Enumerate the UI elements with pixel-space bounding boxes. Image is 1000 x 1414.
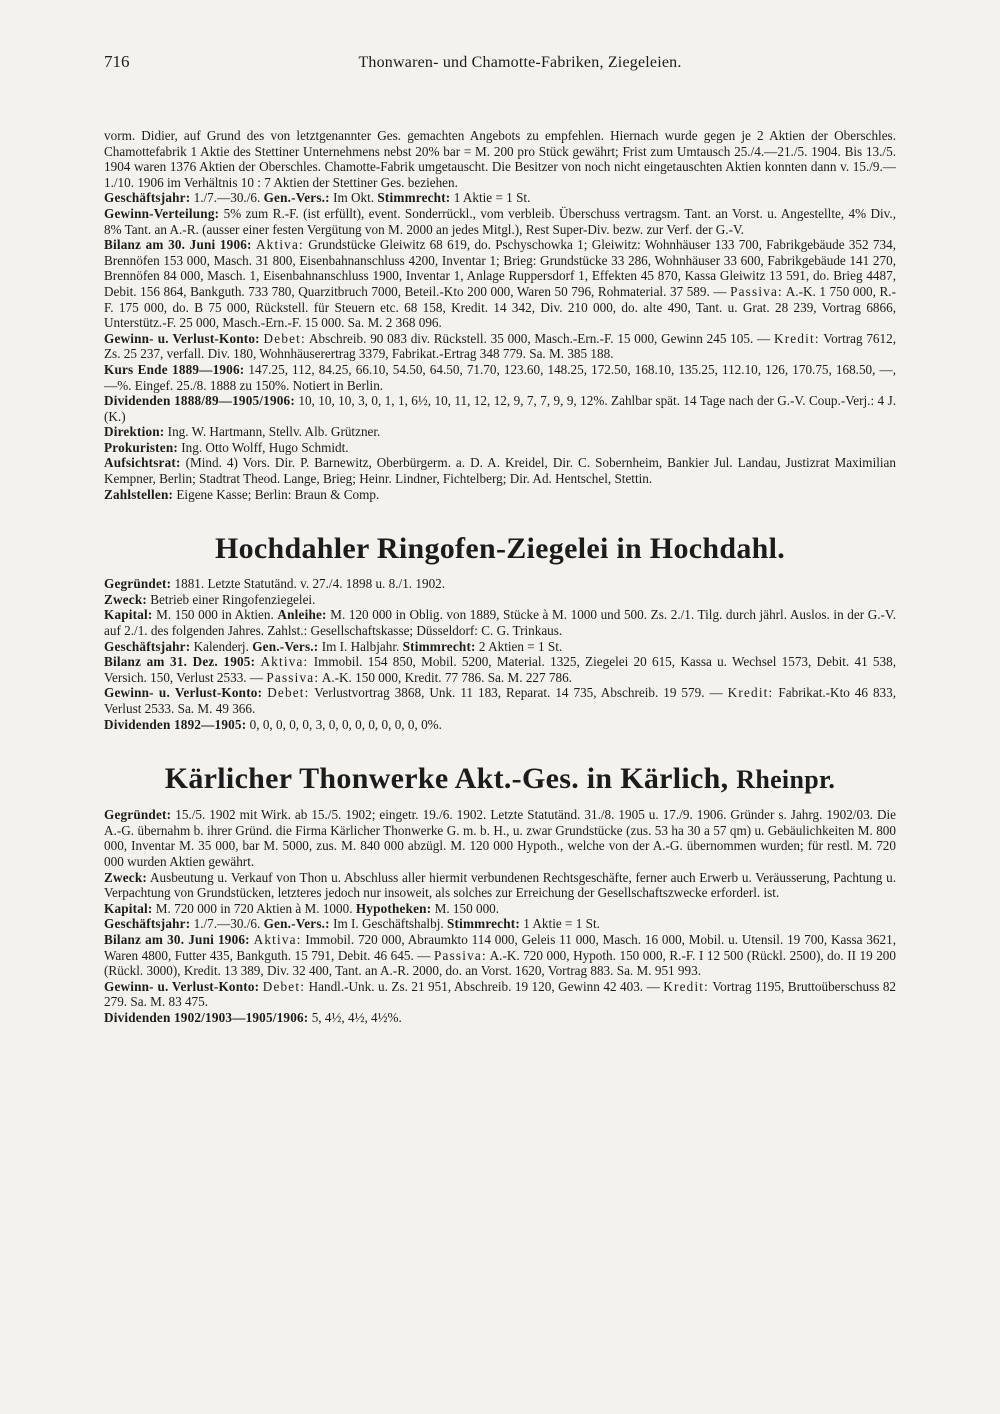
meta-line: Geschäftsjahr: 1./7.—30./6. Gen.-Vers.: Im I. Geschäftshalbj. Stimmrecht: 1 Aktie = 1 St.	[104, 916, 600, 932]
gewinn-verlust-konto: Gewinn- u. Verlust-Konto: Debet: Abschreib. 90 083 div. Rückstell. 35 000, Masch.-Ern.-F. 15 000, Gewinn 245 105. — Kredit: Vortrag 7612, Zs. 25 237, verfall. Div. 180, Wohnhäuserertrag 3379, Fabrikat.-Ertrag 348 779. Sa. M. 385 188.	[104, 330, 897, 362]
page-header	[104, 44, 896, 84]
kapital-anleihe: Kapital: M. 150 000 in Aktien. Anleihe: M. 120 000 in Oblig. von 1889, Stücke à M. 1000 und 500. Zs. 2./1. Tilg. durch jährl. Auslos. in der G.-V. auf 2./1. des folgenden Jahres. Zahlst.: Gesellschaftskasse; Düsseldorf: C. G. Trinkaus.	[104, 607, 897, 639]
entry-hochdahl	[104, 576, 896, 732]
bilanz: Bilanz am 31. Dez. 1905: Aktiva: Immobil. 154 850, Mobil. 5200, Material. 1325, Ziegelei 20 615, Kassa u. Wechsel 1573, Debit. 41 538, Versich. 150, Verlust 2533. — Passiva: A.-K. 150 000, Kredit. 77 786. Sa. M. 227 786.	[104, 654, 897, 685]
kapital-hypotheken: Kapital: M. 720 000 in 720 Aktien à M. 1000. Hypotheken: M. 150 000.	[104, 900, 500, 916]
gewinn-verlust-konto: Gewinn- u. Verlust-Konto: Debet: Verlustvortrag 3868, Unk. 11 183, Reparat. 14 735, Abschreib. 19 579. — Kredit: Fabrikat.-Kto 46 833, Verlust 2533. Sa. M. 49 366.	[104, 685, 897, 716]
gewinn-verteilung: Gewinn-Verteilung: 5% zum R.-F. (ist erfüllt), event. Sonderrückl., vom verbleib. Überschuss vertragsm. Tant. an Vorst. u. Angestellte, 4% Div., 8% Tant. an A.-R. (ausser einer festen Vergütung von M. 2000 an jedes Mitgl.), Rest Super-Div. bezw. zur Verf. der G.-V.	[104, 205, 897, 237]
meta-line: Geschäftsjahr: 1./7.—30./6. Gen.-Vers.: Im Okt. Stimmrecht: 1 Aktie = 1 St.	[104, 190, 531, 206]
entry-kaerlich	[104, 807, 896, 1025]
dividenden: Dividenden 1902/1903—1905/1906: 5, 4½, 4½, 4½%.	[104, 1009, 402, 1025]
bilanz: Bilanz am 30. Juni 1906: Aktiva: Grundstücke Gleiwitz 68 619, do. Pschyschowka 1; Gleiwitz: Wohnhäuser 133 700, Fabrikgebäude 352 734, Brennöfen 153 000, Masch. 31 800, Eisenbahnanschluss 4200, Inventar 1; Brieg: Grundstücke 33 286, Wohnhäuser 33 600, Fabrikgebäude 141 270, Brennöfen 84 000, Masch. 1, Eisenbahnanschluss 1900, Inventar 1, Anlage Ruppersdorf 1, Effekten 45 870, Kassa Gleiwitz 13 591, do. Brieg 4487, Debit. 156 864, Bankguth. 733 780, Quarzitbruch 7000, Beteil.-Kto 200 000, Waren 50 796, Rohmaterial. 37 589. — Passiva: A.-K. 1 750 000, R.-F. 175 000, do. B 75 000, Rückstell. für Steuern etc. 68 158, Kredit. 14 342, Div. 210 000, do. alte 490, Tant. u. Grat. 28 239, Vortrag 6866, Unterstütz.-F. 25 000, Masch.-Ern.-F. 15 000. Sa. M. 2 368 096.	[104, 237, 896, 331]
direktion: Direktion: Ing. W. Hartmann, Stellv. Alb. Grützner.	[104, 424, 381, 440]
meta-line: Geschäftsjahr: Kalenderj. Gen.-Vers.: Im I. Halbjahr. Stimmrecht: 2 Aktien = 1 St.	[104, 638, 563, 654]
body-text	[104, 128, 896, 1026]
intro-paragraph: vorm. Didier, auf Grund des von letztgenannter Ges. gemachten Angebots zu empfehlen. Hiernach wurde gegen je 2 Aktien der Oberschles. Chamottefabrik 1 Aktie des Stettiner Unternehmens nebst 20% bar = M. 200 pro Stück gewährt; Frist zum Umtausch 25./4.—21./5. 1904. Bis 13./5. 1904 waren 1376 Aktien der Oberschles. Chamotte-Fabrik umgetauscht. Die Besitzer von noch nicht eingetauschten Aktien konnten dann v. 15./9.—1./10. 1906 im Verhältnis 10 : 7 Aktien der Stettiner Ges. beziehen.	[104, 128, 896, 190]
gegruendet: Gegründet: 15./5. 1902 mit Wirk. ab 15./5. 1902; eingetr. 19./6. 1902. Letzte Statutänd. 31./8. 1905 u. 17./9. 1906. Gründer s. Jahrg. 1902/03. Die A.-G. übernahm b. ihrer Gründ. die Firma Kärlicher Thonwerke G. m. b. H., u. zwar Grundstücke (zus. 53 ha 30 a 57 qm) u. Gebäulichkeiten M. 800 000, Inventar M. 35 000, bar M. 5000, zus. M. 840 000 abzügl. M. 120 000 Hypoth., welche von der A.-G. übernommen wurden; für restl. M. 720 000 wurden Aktien gewährt.	[104, 807, 897, 869]
zweck: Zweck: Ausbeutung u. Verkauf von Thon u. Abschluss aller hiermit verbundenen Rechtsgeschäfte, ferner auch Erwerb u. Veräusserung, Pachtung u. Verpachtung von Grundstücken, letzteres jedoch nur insoweit, als solches zur Erreichung der Gesellschaftszwecke erforderl. ist.	[104, 869, 897, 901]
gewinn-verlust-konto: Gewinn- u. Verlust-Konto: Debet: Handl.-Unk. u. Zs. 21 951, Abschreib. 19 120, Gewinn 42 403. — Kredit: Vortrag 1195, Bruttoüberschuss 82 279. Sa. M. 83 475.	[104, 978, 897, 1010]
company-title-hochdahl: Hochdahler Ringofen-Ziegelei in Hochdahl.	[214, 532, 786, 566]
prokuristen: Prokuristen: Ing. Otto Wolff, Hugo Schmidt.	[104, 439, 349, 455]
zweck: Zweck: Betrieb einer Ringofenziegelei.	[104, 591, 316, 607]
gegruendet: Gegründet: 1881. Letzte Statutänd. v. 27./4. 1898 u. 8./1. 1902.	[104, 576, 446, 592]
running-head: Thonwaren- und Chamotte-Fabriken, Ziegeleien.	[358, 54, 682, 71]
company-title-kaerlich: Kärlicher Thonwerke Akt.-Ges. in Kärlich, Rheinpr.	[164, 762, 836, 796]
dividenden: Dividenden 1892—1905: 0, 0, 0, 0, 0, 3, 0, 0, 0, 0, 0, 0, 0, 0%.	[104, 716, 442, 732]
entry-stettin-continuation	[104, 128, 896, 502]
aufsichtsrat: Aufsichtsrat: (Mind. 4) Vors. Dir. P. Barnewitz, Oberbürgerm. a. D. A. Kreidel, Dir. C. Sobernheim, Bankier Jul. Landau, Justizrat Maximilian Kempner, Berlin; Stadtrat Theod. Lange, Brieg; Heinr. Lindner, Fichtelberg; Dir. Ad. Hentschel, Stettin.	[104, 455, 897, 487]
page-number: 716	[104, 52, 130, 71]
zahlstellen: Zahlstellen: Eigene Kasse; Berlin: Braun & Comp.	[104, 486, 380, 502]
dividenden: Dividenden 1888/89—1905/1906: 10, 10, 10, 3, 0, 1, 1, 6½, 10, 11, 12, 12, 9, 7, 7, 9, 9, 12%. Zahlbar spät. 14 Tage nach der G.-V. Coup.-Verj.: 4 J. (K.)	[104, 393, 896, 424]
bilanz: Bilanz am 30. Juni 1906: Aktiva: Immobil. 720 000, Abraumkto 114 000, Geleis 11 000, Masch. 16 000, Mobil. u. Utensil. 19 700, Kassa 3621, Waren 4800, Futter 435, Bankguth. 15 791, Debit. 46 645. — Passiva: A.-K. 720 000, Hypoth. 150 000, R.-F. I 12 500 (Rückl. 2500), do. II 19 200 (Rückl. 3000), Kredit. 13 389, Div. 32 400, Tant. an A.-R. 2000, do. an Vorst. 1620, Vortrag 883. Sa. M. 951 993.	[104, 931, 896, 979]
kurs: Kurs Ende 1889—1906: 147.25, 112, 84.25, 66.10, 54.50, 64.50, 71.70, 123.60, 148.25, 172.50, 168.10, 135.25, 112.10, 126, 170.75, 168.50, —, —%. Eingef. 25./8. 1888 zu 150%. Notiert in Berlin.	[104, 361, 896, 393]
